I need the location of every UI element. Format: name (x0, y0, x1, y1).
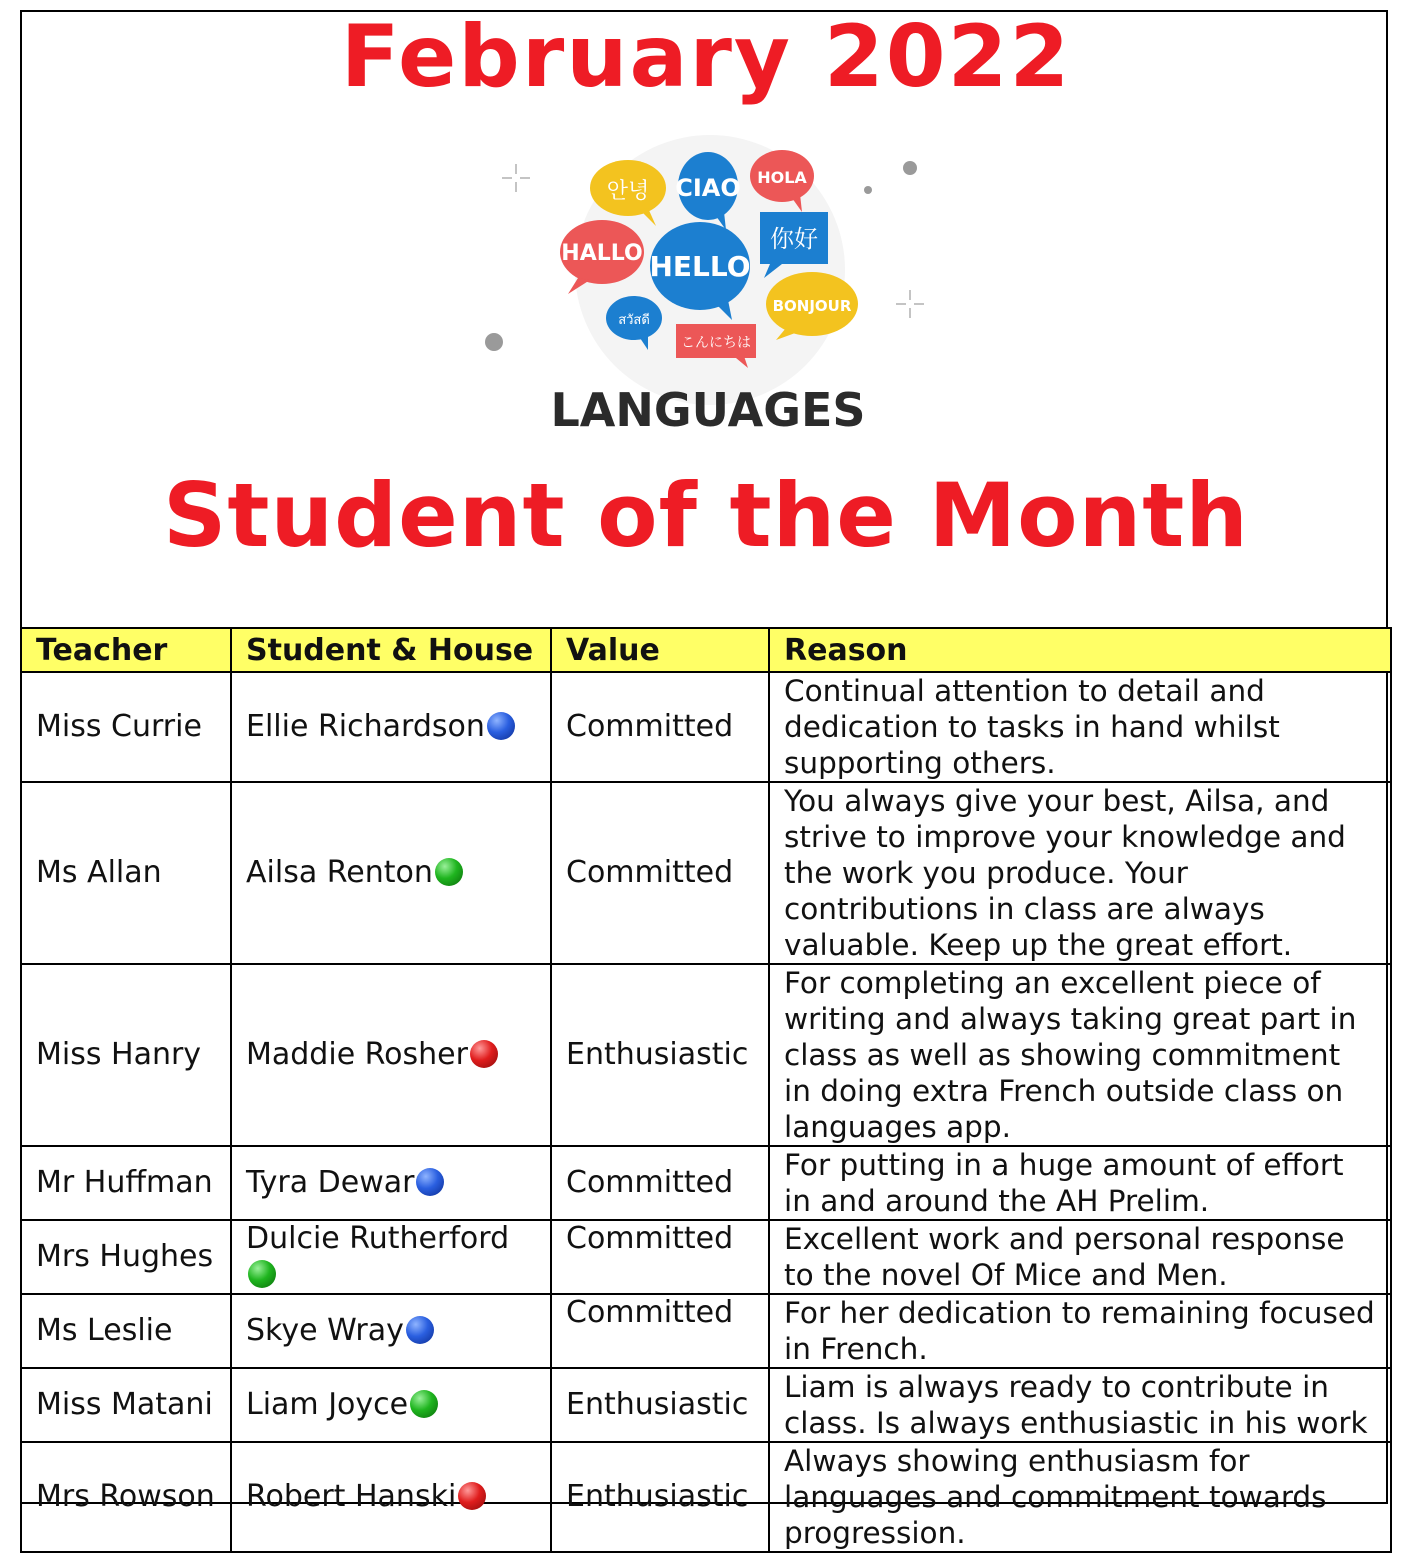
table-row (21, 782, 1391, 964)
reason-cell: You always give your best, Ailsa, and strive to improve your knowledge and the work you produce. Your contributions in class are always valuable. Keep up the great effort. (769, 782, 1391, 964)
value-cell: Committed (551, 782, 769, 964)
value-cell: Committed (551, 1294, 769, 1368)
student-name: Liam Joyce (246, 1387, 409, 1422)
house-green-dot-icon (410, 1390, 438, 1418)
table-row (21, 1442, 1391, 1552)
student-table (20, 627, 1392, 1553)
bubble-text: HOLA (757, 168, 807, 187)
value-cell: Enthusiastic (551, 1368, 769, 1442)
sparkle-icon (502, 164, 530, 192)
teacher-cell: Miss Currie (21, 672, 231, 782)
student-cell (231, 1368, 551, 1442)
value-cell: Enthusiastic (551, 1442, 769, 1552)
house-blue-dot-icon (406, 1316, 434, 1344)
reason-cell: Liam is always ready to contribute in class. Is always enthusiastic in his work (769, 1368, 1391, 1442)
table-row (21, 672, 1391, 782)
student-cell (231, 672, 551, 782)
table-row (21, 1294, 1391, 1368)
reason-cell: For her dedication to remaining focused in French. (769, 1294, 1391, 1368)
bubble-text: こんにちは (681, 335, 751, 351)
deco-dot (485, 333, 503, 351)
deco-dot (864, 186, 872, 194)
house-blue-dot-icon (416, 1168, 444, 1196)
sparkle-icon (896, 290, 924, 318)
student-name: Tyra Dewar (246, 1165, 415, 1200)
teacher-cell: Mrs Rowson (21, 1442, 231, 1552)
student-cell (231, 1220, 551, 1294)
column-header-reason: Reason (769, 628, 1391, 672)
student-name: Dulcie Rutherford (246, 1221, 510, 1256)
student-cell (231, 1442, 551, 1552)
student-cell (231, 964, 551, 1146)
table-row (21, 1146, 1391, 1220)
teacher-cell: Ms Allan (21, 782, 231, 964)
value-cell: Committed (551, 1146, 769, 1220)
bubble-text: 안녕 (606, 179, 650, 204)
teacher-cell: Mr Huffman (21, 1146, 231, 1220)
reason-cell: Continual attention to detail and dedication to tasks in hand whilst supporting others. (769, 672, 1391, 782)
teacher-cell: Miss Matani (21, 1368, 231, 1442)
student-name: Ailsa Renton (246, 855, 433, 890)
bubble-text: สวัสดี (618, 313, 650, 328)
teacher-cell: Mrs Hughes (21, 1220, 231, 1294)
bubble-text: 你好 (770, 225, 818, 253)
logo-label: LANGUAGES (550, 383, 866, 437)
value-cell: Enthusiastic (551, 964, 769, 1146)
reason-cell: Always showing enthusiasm for languages and commitment towards progression. (769, 1442, 1391, 1552)
column-header-student: Student & House (231, 628, 551, 672)
reason-cell: For completing an excellent piece of writing and always taking great part in class as well as showing commitment in doing extra French outside class on languages app. (769, 964, 1391, 1146)
bubble-text: BONJOUR (772, 297, 852, 315)
value-cell: Committed (551, 672, 769, 782)
student-name: Skye Wray (246, 1313, 404, 1348)
page-title: Student of the Month (163, 464, 1249, 567)
house-green-dot-icon (435, 858, 463, 886)
house-green-dot-icon (248, 1260, 276, 1288)
table-header-row (21, 628, 1391, 672)
table-row (21, 964, 1391, 1146)
table-row (21, 1220, 1391, 1294)
student-name: Robert Hanski (246, 1479, 457, 1514)
month-title: February 2022 (340, 7, 1072, 107)
teacher-cell: Ms Leslie (21, 1294, 231, 1368)
reason-cell: For putting in a huge amount of effort in and around the AH Prelim. (769, 1146, 1391, 1220)
house-blue-dot-icon (487, 712, 515, 740)
table-row (21, 1368, 1391, 1442)
house-red-dot-icon (458, 1482, 486, 1510)
column-header-value: Value (551, 628, 769, 672)
house-red-dot-icon (470, 1040, 498, 1068)
bubble-text: CIAO (675, 174, 741, 202)
deco-dot (903, 161, 917, 175)
column-header-teacher: Teacher (21, 628, 231, 672)
languages-logo (480, 120, 940, 450)
bubble-text: HALLO (561, 241, 643, 266)
reason-cell: Excellent work and personal response to the novel Of Mice and Men. (769, 1220, 1391, 1294)
student-name: Maddie Rosher (246, 1037, 468, 1072)
student-cell (231, 782, 551, 964)
value-cell: Committed (551, 1220, 769, 1294)
student-cell (231, 1294, 551, 1368)
student-name: Ellie Richardson (246, 709, 485, 744)
teacher-cell: Miss Hanry (21, 964, 231, 1146)
student-cell (231, 1146, 551, 1220)
bubble-text: HELLO (649, 250, 751, 283)
